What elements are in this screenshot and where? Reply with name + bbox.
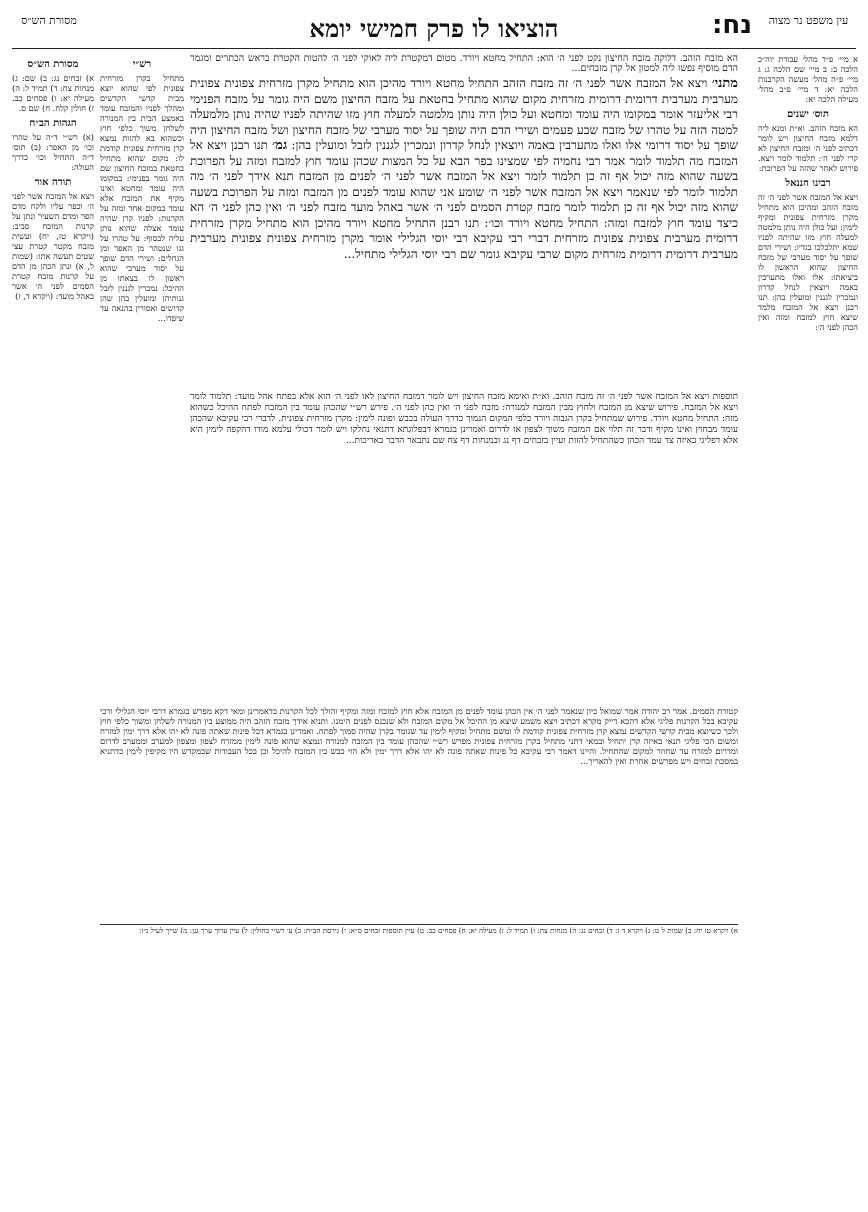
rashi-heading: רש״י [132, 59, 152, 70]
rashi-text: מתחיל בקרן מזרחית צפונית לפי שהוא יוצא מבית קדשי הקדשים ומהלך לפניו והמזבח עומד באמצע הבית בין המנורה לשלחן משוך כלפי חוץ וכשהוא בא להזות נמצא קרן מזרחית צפונית קודמת לו: מקום שהוא מתחיל בחטאת במזבח החיצון שם היה גומר בפנימי: במקומו היה עומד ומחטא ואינו מקיף את המזבח אלא עומד במקום אחד ומזה על הקרנות: לפניו קרן שהיה עומד אצלה שהוא נותן עליה לבסוף: על טהרו על גגו שנטהר מן האפר ומן הגחלים: ושירי הדם שופך על יסוד מערבי שהוא ראשון לו בצאתו מן ההיכל: נמכרין לגננין לזבל גנותיהן ומועלין בהן שהן קדושים ואסורין בהנאה עד שיפדו... [100, 73, 184, 323]
tosafot-yeshanim-heading: תוס׳ ישנים [787, 109, 829, 120]
header-rule [12, 48, 856, 49]
top-commentary: הא מזבח הזהב. דלוקה מזבח החיצון נקט לפני ה׳ הוא: התחיל מחטא ויורד. מטום דמקטרת ליה לאוקי לפני ה׳ להטות הקטרת בראש הכתרים ומגמר הדם מוסיף נפשו ליה למטון אל קרן מזבחים... [190, 54, 738, 74]
ein-mishpat-text: א מיי׳ פ״ד מהל׳ עבודת יוה״כ הלכה ב: ב מיי׳ שם הלכה ג: ג מיי׳ פ״ה מהל׳ מעשה הקרבנות הלכה יא: ד מיי׳ פ״ב מהל׳ מעילה הלכה יא: [758, 54, 858, 104]
left-margin-column [12, 54, 94, 794]
tosafot-heading: תוספות [712, 392, 738, 402]
mesoret-text: א) זבחים נג: ב) שם: ג) מנחות צח: ד) תמיד ל: ה) מעילה יא: ו) פסחים כב. ז) חולין קלח. ח) שם ס. [12, 73, 94, 113]
gemara-heading: גמ׳ [272, 138, 288, 153]
page-number: נח: [711, 10, 752, 40]
bottom-commentary: קטורת הסמים. אמר רב יהודה אמר שמואל כיון שנאמר לפני ה׳ אין הכהן עומד לפנים מן המזבח אלא חוץ למזבח ומזה ומקיף והולך לכל הקרנות כדאמרינן ומאי דקא מפרש בגמרא דרבי יוסי הגלילי ורבי עקיבא בכל הקרנות פליגי אלא דהכא דייק מקרא דכתיב ויצא משמע שיצא מן ההיכל אל מקום המזבח ולא שנכנס לפנים הימנו. ותניא אידך מזבח הזהב היה ממוצע בין המנורה לשלחן ומשוך כלפי חוץ ולכך כשיוצא מבית קדשי הקדשים נמצא קרן מזרחית צפונית קודמת לו ומשם מתחיל ומקיף לימין עד שגומר בקרן שהיה סמוך לפתח. ואמרינן בגמרא דכל פינות שאתה פונה לא יהו אלא דרך ימין למזרח ומשום הכי פליגי תנאי באיזה קרן יתחיל ובמאי דתני מתחיל בקרן מזרחית צפונית מפרש רש״י שהכהן עומד בין המזבח למנורה ונמצא שהוא פונה לימין ממזרח לצפון ומצפון למערב וממערב לדרום ומדרום למזרח עד שחוזר למקום שהתחיל. והיינו דאמר רבי עקיבא כל פינות שאתה פונה לא יהו אלא דרך ימין ולא הוי כבש בין המזבח להיכל וכן בכל העבודות שבמקדש היו מקיפין לימין כדתניא במסכת זבחים ויש מפרשים אחרת ואין להאריך... [100, 706, 738, 766]
rabbeinu-chananel-text: ויצא אל המזבח אשר לפני ה׳ זה מזבח הזהב ומהיכן הוא מתחיל מקרן מזרחית צפונית ומקיף לימין: ועל כולן היה נותן מלמטה למעלה חוץ מזו שהיתה לפניו שמא יתלכלכו בגדיו: ושירי הדם שופך על יסוד מערבי של מזבח החיצון שהוא הראשון לו ביציאתו: אלו ואלו מתערבין באמה ויוצאין לנחל קדרון ונמכרין לגננין ומועלין בהן: תנו רבנן ויצא אל המזבח מלמד שיצא חוץ למזבח ומזה ואין הכהן לפני ה׳: [758, 192, 858, 332]
page-header [0, 10, 868, 46]
ein-mishpat-label: עין משפט נר מצוה [768, 14, 849, 27]
torah-or-heading: תורה אור [34, 177, 72, 188]
mesoret-label: מסורת הש״ס [21, 14, 77, 27]
mishnah-text: ויצא אל המזבח אשר לפני ה׳ זה מזבח הזהב התחיל מחטא ויורד מהיכן הוא מתחיל מקרן מזרחית צפונית צפונית מערבית מערבית דרומית דרומית מזרחית מקום שהוא מתחיל בחטאת על מזבח החיצון משם היה גומר על מזבח הפנימי רבי אליעזר אומר במקומו היה עומד ומחטא ועל כולן היה נותן מלמטה למעלה חוץ מזו שהיתה לפניו שהיה נותן מלמעלה למטה הזה על טהרו של מזבח שבע פעמים ושירי הדם היה שופך על יסוד מערבי של מזבח החיצון ושל מזבח החיצון היה שופך על יסוד דרומי אלו ואלו מתערבין באמה ויוצאין לנחל קדרון ונמכרין לגננין לזבל ומועלין בהן: [190, 76, 738, 152]
right-margin-column [758, 54, 858, 1024]
mesoret-heading: מסורת הש״ס [27, 59, 79, 70]
rashi-column [100, 54, 184, 694]
gemara-text: תנו רבנן ויצא אל המזבח מה תלמוד לומר אמר רבי נחמיה לפי שמצינו בפר הבא על כל המצות שכהן עומד חוץ למזבח ומזה על הפרוכת בשעה שהוא מזה יכול אף זה כן תלמוד לומר ויצא אל המזבח אשר לפני ה׳ לפנים מן המזבח תנא אידך לפני ה׳ מה תלמוד לומר לפי שנאמר ויצא אל המזבח אשר לפני ה׳ שומע אני שהוא עומד לפנים מן המזבח ומזה על הפרוכת בשעה שהוא מזה יכול אף זה כן תלמוד לומר מזבח קטרת הסמים לפני ה׳ אשר באהל מועד מזבח לפני ה׳ ואין כהן לפני ה׳ הא כיצד עומד חוץ למזבח ומזה: התחיל מחטא ויורד וכו׳: תנו רבנן התחיל מחטא ויורד מהיכן הוא מתחיל מקרן מזרחית דרומית מערבית צפונית צפונית מזרחית דברי רבי עקיבא רבי יוסי הגלילי אומר מקרן מזרחית צפונית צפונית מערבית מערבית דרומית דרומית מזרחית מקום שרבי עקיבא גומר שם רבי יוסי הגלילי מתחיל... [190, 138, 738, 261]
tosafot-column [190, 392, 738, 702]
hagahot-heading: הגהות הב״ח [29, 118, 77, 129]
mishnah-heading: מתני׳ [711, 76, 738, 91]
tosafot-text: ויצא אל המזבח אשר לפני ה׳ זה מזבח הזהב. וא״ת ואימא מזבח החיצון ויש לומר דמזבח החיצון לאו לפני ה׳ הוא אלא בפתח אהל מועד: תלמוד לומר ויצא אל המזבח. פירוש שיצא מן המזבח ולחוץ מבין המזבח למנורה: מזבח לפני ה׳ ואין כהן לפני ה׳. פירש רש״י שהכהן עומד בין המזבח לפתח ההיכל כשהוא מזה: התחיל מחטא ויורד. פירוש שמתחיל בקרן הגבוה ויורד כלפי המקום הנמוך כדרך העולה בכבש ופונה לימין: מקרן מזרחית צפונית. לדברי רבי עקיבא שהכהן עומד מבחוץ ואינו מקיף ודבר זה תלוי אם המזבח משוך לצפון או לדרום ואמרינן בגמרא דבפלוגתא דתנאי נחלקו ויש לומר דכולי עלמא מודו דהקפה לימין היא אלא דפליגי באיזה צד עמד הכהן כשהתחיל להזות ועיין בזבחים דף נג ובמנחות דף צח שם נתבאר הדבר באריכות... [190, 392, 738, 446]
footnotes: א) ויקרא טז יח: ב) שמות ל ט: ג) ויקרא ד ז: ד) זבחים נג: ה) מנחות צח: ו) תמיד ל: ז) מעילה יא: ח) פסחים כב. ט) עיין תוספות זבחים ס״א: י) גירסת הב״ח: כ) ע׳ רש״י בחולין: ל) עיין ערוך ערך גנן: מ) שייך לעיל נ״ז: [100, 924, 738, 961]
rabbeinu-chananel-heading: רבינו חננאל [785, 178, 831, 189]
tosafot-yeshanim-text: הא מזבח הזהב. וא״ת ומנא ליה דלמא מזבח החיצון ויש לומר דכתיב לפני ה׳ ומזבח החיצון לא קרי לפני ה׳: תלמוד לומר ויצא. פירוש לאחר שהזה על הפרוכת: [758, 123, 858, 173]
main-text-block [190, 76, 738, 388]
hagahot-text: (א) רש״י ד״ה על טהרו וכו׳ מן האפר: (ב) תוס׳ ד״ה התחיל וכו׳ כדרך העולה: [12, 132, 94, 172]
torah-or-text: ויצא אל המזבח אשר לפני ה׳ וכפר עליו ולקח מדם הפר ומדם השעיר ונתן על קרנות המזבח סביב: (ויקרא טז, יח) ועשית מזבח מקטר קטרת עצי שטים תעשה אתו: (שמות ל, א) ונתן הכהן מן הדם על קרנות מזבח קטרת הסמים לפני ה׳ אשר באהל מועד: (ויקרא ד, ז) [12, 191, 94, 301]
page-title: הוציאו לו פרק חמישי יומא [309, 14, 559, 43]
